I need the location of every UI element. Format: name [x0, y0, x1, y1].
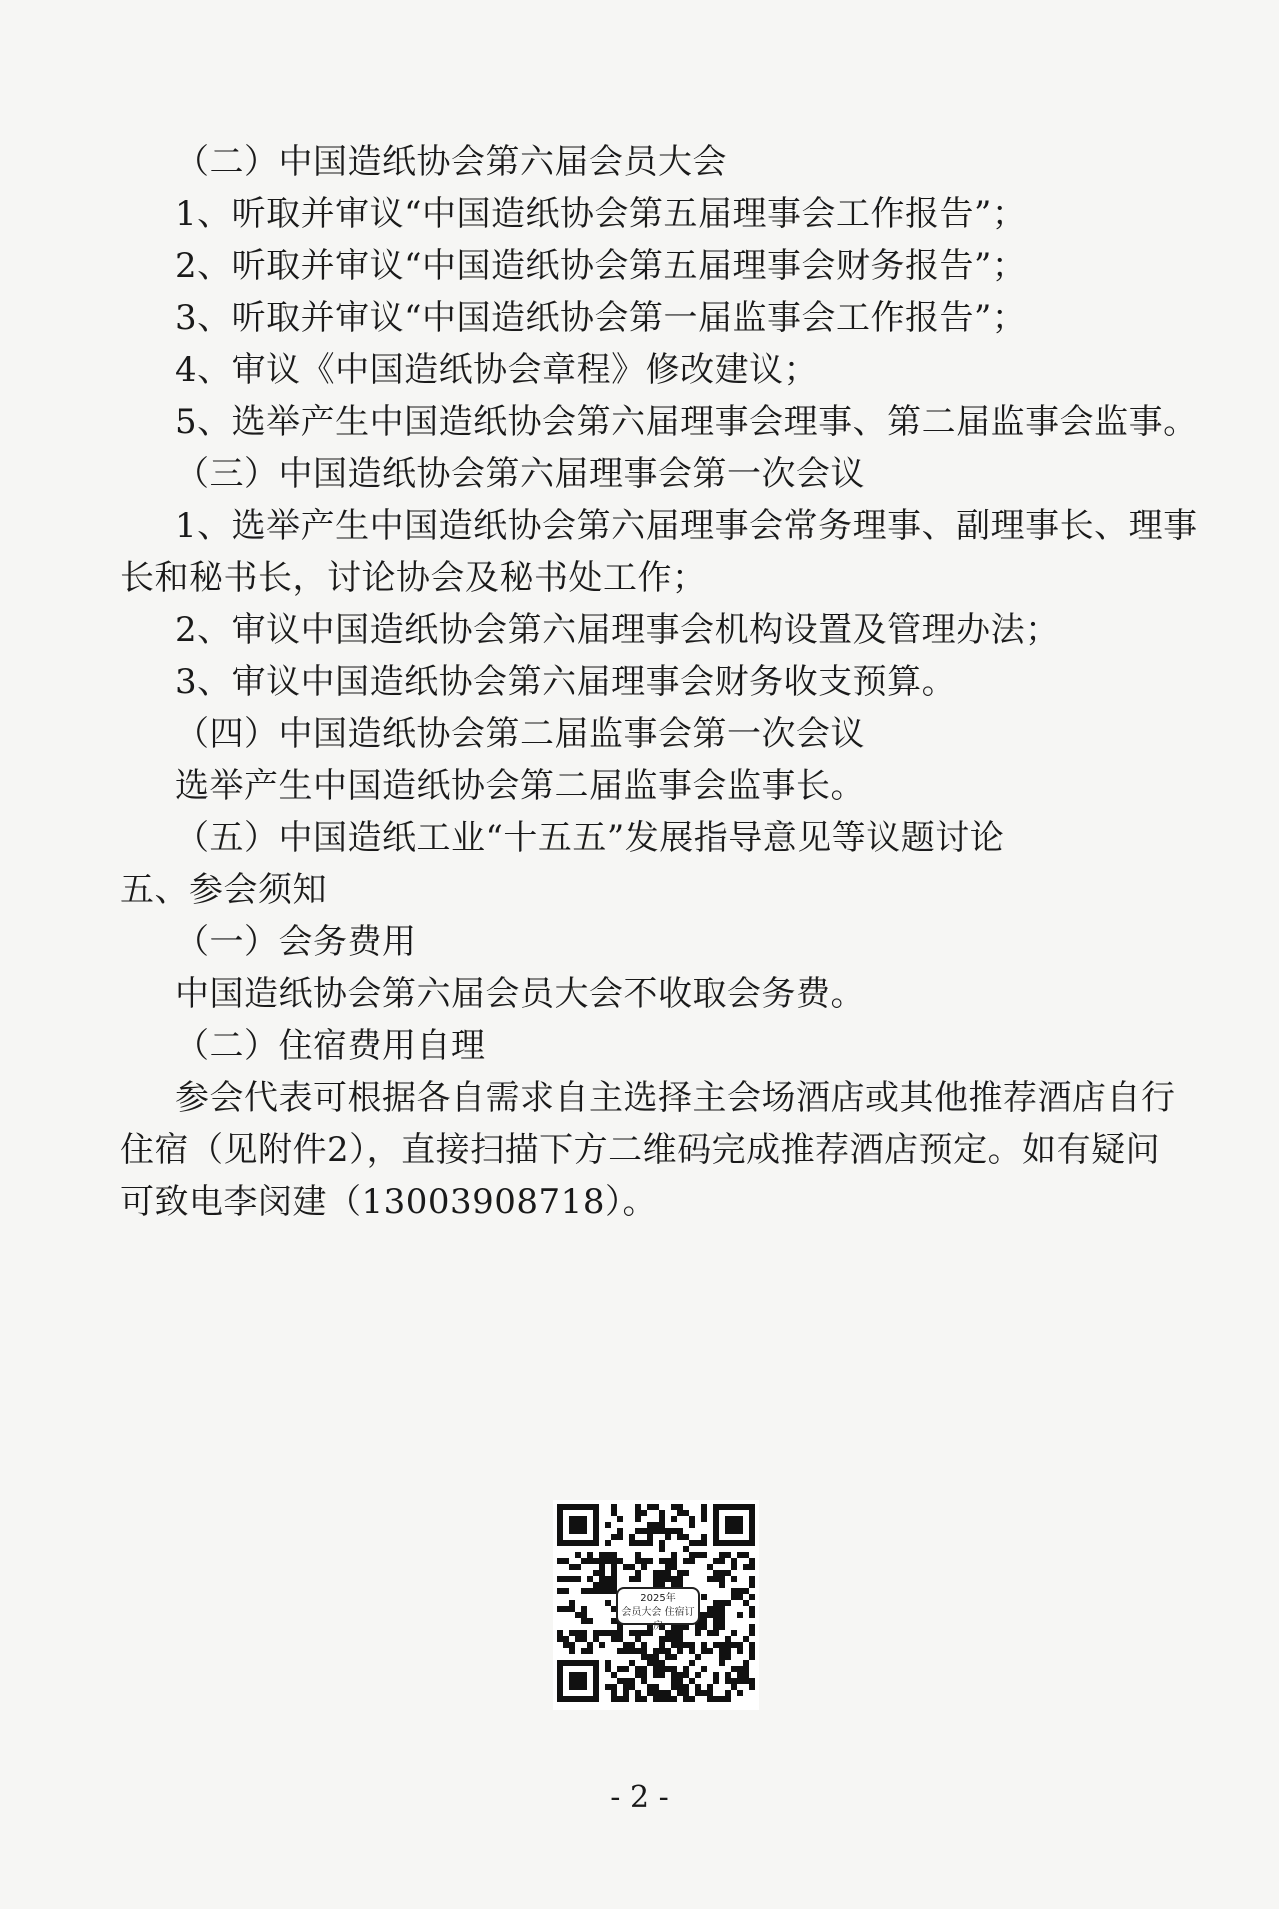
- lodging-text-2: 住宿（见附件2），直接扫描下方二维码完成推荐酒店预定。如有疑问: [120, 1130, 1161, 1170]
- qr-center-label: [616, 1587, 700, 1632]
- page-number: - 2 -: [610, 1780, 669, 1815]
- supervisor-item: 选举产生中国造纸协会第二届监事会监事长。: [175, 766, 865, 806]
- section-heading-4: （四）中国造纸协会第二届监事会第一次会议: [175, 714, 865, 754]
- council-item-1: 1、选举产生中国造纸协会第六届理事会常务理事、副理事长、理事: [175, 506, 1198, 546]
- lodging-text-1: 参会代表可根据各自需求自主选择主会场酒店或其他推荐酒店自行: [175, 1078, 1176, 1118]
- section-heading-5: （五）中国造纸工业“十五五”发展指导意见等议题讨论: [175, 818, 1005, 858]
- agenda-item-4: 4、审议《中国造纸协会章程》修改建议；: [175, 350, 819, 390]
- agenda-item-1: 1、听取并审议“中国造纸协会第五届理事会工作报告”；: [175, 194, 1027, 234]
- lodging-text-3: 可致电李闵建（13003908718）。: [120, 1182, 657, 1222]
- qr-label-year: 2025年: [640, 1593, 676, 1604]
- council-item-3: 3、审议中国造纸协会第六届理事会财务收支预算。: [175, 662, 957, 702]
- agenda-item-5: 5、选举产生中国造纸协会第六届理事会理事、第二届监事会监事。: [175, 402, 1198, 442]
- section-heading-2: （二）中国造纸协会第六届会员大会: [175, 142, 727, 182]
- hotel-booking-qr-code[interactable]: [553, 1500, 759, 1710]
- council-item-1-cont: 长和秘书长，讨论协会及秘书处工作；: [120, 558, 707, 598]
- chapter-heading-5: 五、参会须知: [120, 870, 327, 910]
- section-heading-3: （三）中国造纸协会第六届理事会第一次会议: [175, 454, 865, 494]
- agenda-item-3: 3、听取并审议“中国造纸协会第一届监事会工作报告”；: [175, 298, 1027, 338]
- agenda-item-2: 2、听取并审议“中国造纸协会第五届理事会财务报告”；: [175, 246, 1027, 286]
- lodging-heading: （二）住宿费用自理: [175, 1026, 486, 1066]
- fees-text: 中国造纸协会第六届会员大会不收取会务费。: [175, 974, 865, 1014]
- qr-label-text: 会员大会 住宿订房: [621, 1607, 695, 1632]
- council-item-2: 2、审议中国造纸协会第六届理事会机构设置及管理办法；: [175, 610, 1060, 650]
- fees-heading: （一）会务费用: [175, 922, 417, 962]
